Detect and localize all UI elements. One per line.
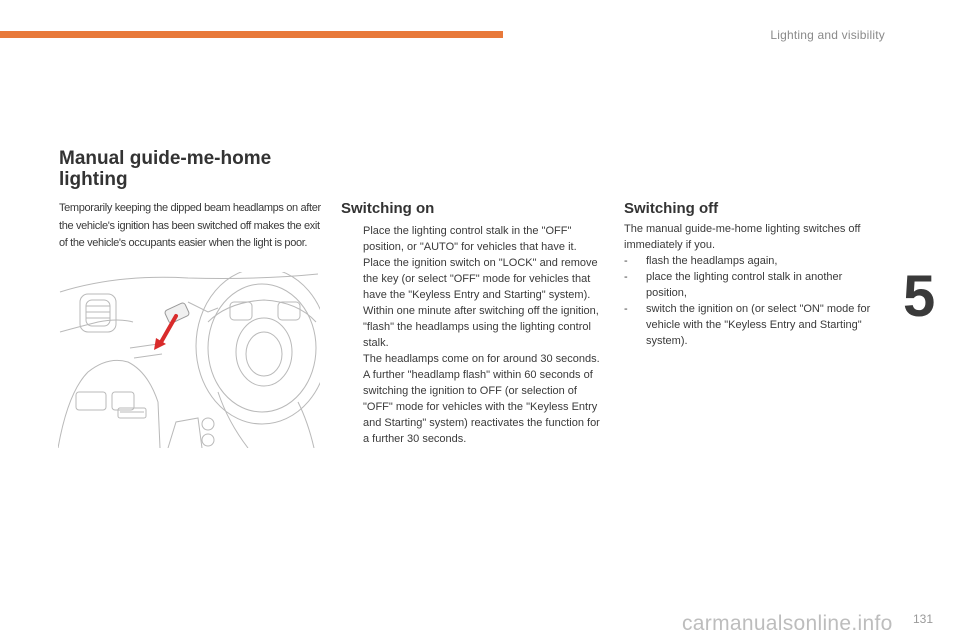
header-accent-bar <box>0 31 503 38</box>
list-item: - flash the headlamps again, <box>624 255 778 267</box>
switching-on-list <box>341 223 603 447</box>
page-number: 131 <box>913 612 934 626</box>
section-title: Lighting and visibility <box>770 28 885 42</box>
list-item: - place the lighting control stalk in another position, <box>624 271 843 299</box>
switching-on-heading: Switching on <box>341 200 435 217</box>
list-item-note: The headlamps come on for around 30 seconds. <box>363 353 600 365</box>
switching-off-list <box>624 253 886 349</box>
list-item: Place the lighting control stalk in the "OFF" position, or "AUTO" for vehicles that have it. <box>363 225 577 253</box>
watermark: carmanualsonline.info <box>682 612 893 635</box>
page-title-line2: lighting <box>59 169 128 190</box>
page-title-line1: Manual guide-me-home <box>59 148 272 169</box>
lighting-stalk-highlight <box>154 302 190 350</box>
dash-marker: - <box>624 255 628 267</box>
switching-off-heading: Switching off <box>624 200 719 217</box>
dash-marker: - <box>624 303 628 315</box>
dash-marker: - <box>624 271 628 283</box>
intro-paragraph: Temporarily keeping the dipped beam headlamps on after the vehicle's ignition has been switched off makes the exit of the vehicle's occupants easier when the light is poor. <box>59 202 321 249</box>
chapter-number: 5 <box>903 264 936 329</box>
list-item: Place the ignition switch on "LOCK" and remove the key (or select "OFF" mode for vehicles that have the "Keyless Entry and Starting" system). <box>363 257 598 301</box>
list-item: - switch the ignition on (or select "ON" mode for vehicle with the "Keyless Entry and Starting" system). <box>624 303 871 347</box>
switching-off-intro: The manual guide-me-home lighting switches off immediately if you. <box>624 223 861 251</box>
page-title <box>59 148 319 190</box>
dashboard-illustration <box>58 272 320 448</box>
list-item: Within one minute after switching off the ignition, "flash" the headlamps using the lighting control stalk. The headlamps come on for around 30 seconds. <box>341 303 603 367</box>
list-item: A further "headlamp flash" within 60 seconds of switching the ignition to OFF (or selection of "OFF" mode for vehicles with the "Keyless Entry and Starting" system) reactivates the function for a further 30 seconds. <box>363 369 600 445</box>
